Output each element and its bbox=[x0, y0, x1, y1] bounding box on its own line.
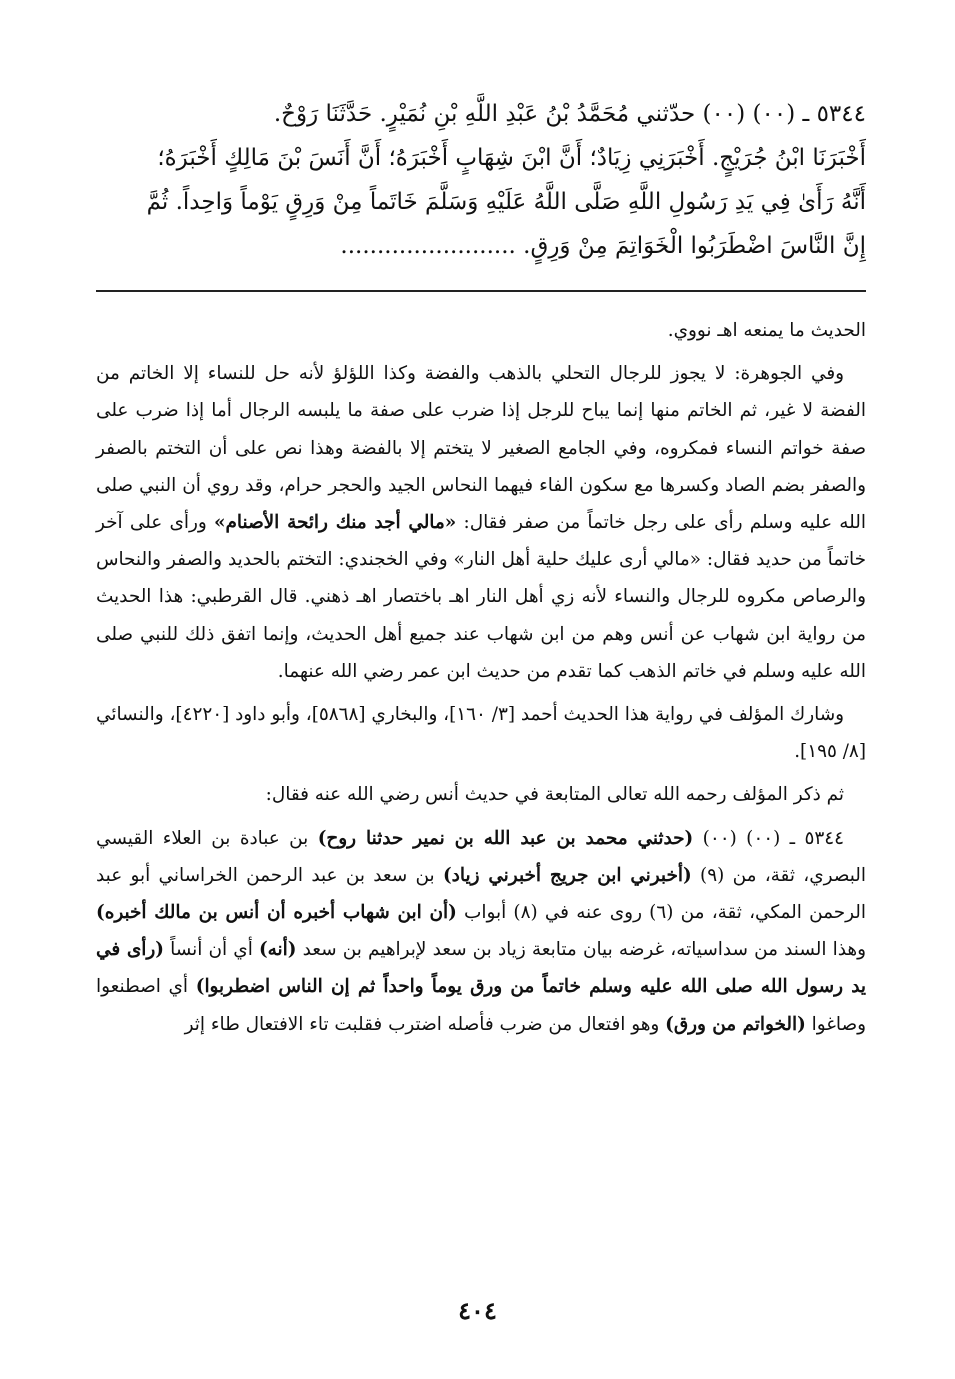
hadith-line-1: ٥٣٤٤ ـ (٠٠) (٠٠) حدّثني مُحَمَّدُ بْنُ عَبْدِ اللَّهِ بْنِ نُمَيْرٍ. حَدَّثَنَا رَوْحٌ. bbox=[273, 101, 866, 127]
hadith-text bbox=[96, 92, 866, 268]
jawhara-text: وفي الجوهرة: لا يجوز للرجال التحلي بالذهب والفضة وكذا اللؤلؤ لأنه حل للنساء إلا الخاتم من الفضة لا غير، ثم الخاتم منها إنما يباح للرجل إذا ضرب على صفة ما يلبسه الرجال أما إذا ضرب على صفة خواتم النساء فمكروه، وفي الجامع الصغير لا يتختم إلا بالفضة وهذا نص على أن التختم بالصفر والصفر بضم الصاد وكسرها مع سكون الفاء فيهما النحاس الجيد والحجر حرام، وقد روي أن النبي صلى الله عليه وسلم رأى على رجل خاتماً من صفر فقال: bbox=[96, 363, 866, 534]
page-number: ٤٠٤ bbox=[458, 1296, 497, 1325]
commentary bbox=[96, 312, 866, 1043]
bold-quote: «مالي أجد منك رائحة الأصنام» bbox=[214, 512, 457, 534]
hadith-number: ٥٣٤٤ ـ (٠٠) (٠٠) bbox=[702, 827, 844, 849]
commentary-paragraph-4: ثم ذكر المؤلف رحمه الله تعالى المتابعة في حديث أنس رضي الله عنه فقال: bbox=[265, 784, 844, 806]
hadith-line-2: أَخْبَرَنَا ابْنُ جُرَيْجٍ. أَخْبَرَنِي زِيَادٌ؛ أَنَّ ابْنَ شِهَابٍ أَخْبَرَهُ؛ أَنَّ أَنَسَ بْنَ مَالِكٍ أَخْبَرَهُ؛ bbox=[157, 145, 866, 171]
explanation-1: أي أن أنساً bbox=[170, 939, 253, 961]
jawhara-text-continued: ورأى على آخر خاتماً من حديد فقال: «مالي أرى عليك حلية أهل النار» وفي الخجندي: التختم بالحديد والصفر والنحاس والرصاص مكروه للرجال والنساء لأنه زي أهل النار اهـ باختصار اهـ ذهني. قال القرطبي: هذا الحديث من رواية ابن شهاب عن أنس وهم من ابن شهاب عند جميع أهل الحديث، وإنما اتفق ذلك للنبي صلى الله عليه وسلم في خاتم الذهب كما تقدم من حديث ابن عمر رضي الله عنهما. bbox=[96, 512, 866, 682]
hadith-line-3: أَنَّهُ رَأَىٰ فِي يَدِ رَسُولِ اللَّهِ صَلَّى اللَّهُ عَلَيْهِ وَسَلَّمَ خَاتَماً مِنْ وَرِقٍ يَوْماً وَاحِداً. ثُمَّ bbox=[146, 189, 866, 215]
bold-chain-2: (أخبرني ابن جريج أخبرني زياد) bbox=[442, 864, 692, 886]
bold-chain-3: (أن ابن شهاب أخبره أن أنس بن مالك أخبره) bbox=[96, 902, 457, 924]
commentary-paragraph-3: وشارك المؤلف في رواية هذا الحديث أحمد [٣/ ١٦٠]، والبخاري [٥٨٦٨]، وأبو داود [٤٢٢٠]، والنسائي [٨/ ١٩٥]. bbox=[96, 704, 866, 763]
explanation-2: أي اصطنعوا وصاغوا bbox=[96, 976, 866, 1035]
hadith-line-4: إِنَّ النَّاسَ اضْطَرَبُوا الْخَوَاتِمَ مِنْ وَرِقٍ. ........................ bbox=[340, 233, 866, 259]
commentary-paragraph-5 bbox=[96, 820, 866, 1043]
narrator-note-1: بن عبادة بن العلاء القيسي البصري، ثقة، من (٩) bbox=[96, 827, 866, 886]
divider-line bbox=[96, 290, 866, 292]
narrator-note-2: بن سعد بن عبد الرحمن الخراساني أبو عبد الرحمن المكي، ثقة، من (٦) روى عنه في (٨) أبواب bbox=[96, 864, 866, 924]
bold-matn: (رأى في يد رسول الله صلى الله عليه وسلم خاتماً من ورق يوماً واحداً ثم إن الناس اضطربوا) bbox=[96, 939, 866, 998]
bold-chain-1: (حدثني محمد بن عبد الله بن نمير حدثنا روح) bbox=[317, 827, 694, 849]
commentary-paragraph-1: الحديث ما يمنعه اهـ نووي. bbox=[667, 320, 866, 341]
bold-khawatim: (الخواتم من ورق) bbox=[665, 1013, 806, 1035]
bold-anna: (أنه) bbox=[258, 939, 297, 961]
narrator-note-3: وهذا السند من سداسياته، غرضه بيان متابعة زياد بن سعد لإبراهيم بن سعد bbox=[302, 939, 866, 961]
commentary-paragraph-2 bbox=[96, 355, 866, 690]
explanation-3: وهو افتعال من ضرب فأصله اضترب فقلبت تاء الافتعال طاء إثر bbox=[184, 1013, 660, 1035]
document-page bbox=[96, 92, 866, 1352]
